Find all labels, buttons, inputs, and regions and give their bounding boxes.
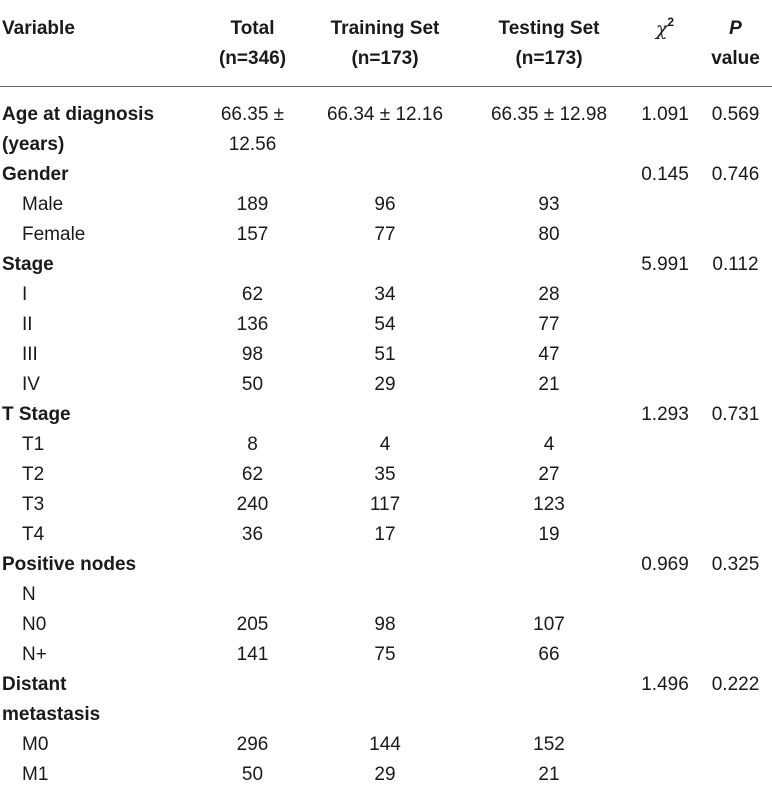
row-label: T Stage bbox=[2, 403, 71, 425]
cell-chi-square: 0.145 bbox=[641, 163, 689, 185]
table-row bbox=[0, 250, 772, 280]
cell-chi-square bbox=[631, 130, 699, 160]
cell-testing: 21 bbox=[538, 763, 560, 785]
cell-training: 54 bbox=[374, 313, 396, 335]
cell-p-value bbox=[699, 730, 772, 760]
cell-chi-square bbox=[631, 190, 699, 220]
cell-chi-square bbox=[631, 700, 699, 730]
table-row bbox=[0, 550, 772, 580]
chi-symbol: χ bbox=[655, 18, 668, 40]
cell-total: 141 bbox=[236, 643, 269, 665]
row-label: M1 bbox=[22, 763, 49, 785]
header-testing-line1: Testing Set bbox=[498, 18, 600, 39]
table-row bbox=[0, 310, 772, 340]
table-row bbox=[0, 520, 772, 550]
cell-total: 12.56 bbox=[228, 133, 277, 155]
row-label: N bbox=[22, 583, 36, 605]
cell-training bbox=[303, 580, 467, 610]
cell-training: 75 bbox=[374, 643, 396, 665]
cell-training: 35 bbox=[374, 463, 396, 485]
cell-training bbox=[303, 160, 467, 190]
row-label: I bbox=[22, 283, 28, 305]
cell-chi-square bbox=[631, 280, 699, 310]
cell-p-value bbox=[699, 340, 772, 370]
header-total bbox=[202, 0, 303, 86]
table-row bbox=[0, 640, 772, 670]
row-label: N+ bbox=[22, 643, 47, 665]
cell-p-value bbox=[699, 490, 772, 520]
cell-training: 17 bbox=[374, 523, 396, 545]
cell-testing bbox=[467, 400, 631, 430]
table-row bbox=[0, 220, 772, 250]
cell-testing: 93 bbox=[538, 193, 560, 215]
cell-testing bbox=[467, 130, 631, 160]
table-row bbox=[0, 160, 772, 190]
cell-total bbox=[202, 250, 303, 280]
cell-testing: 47 bbox=[538, 343, 560, 365]
cell-testing: 66 bbox=[538, 643, 560, 665]
header-variable-text: Variable bbox=[2, 18, 75, 39]
table-row bbox=[0, 490, 772, 520]
row-label: II bbox=[22, 313, 33, 335]
cell-testing bbox=[467, 550, 631, 580]
cell-training bbox=[303, 550, 467, 580]
cell-p-value bbox=[699, 700, 772, 730]
row-label: Female bbox=[22, 223, 86, 245]
cell-p-value: 0.746 bbox=[711, 163, 760, 185]
cell-testing: 66.35 ± 12.98 bbox=[490, 103, 608, 125]
cell-testing: 80 bbox=[538, 223, 560, 245]
cell-p-value bbox=[699, 220, 772, 250]
cell-training: 29 bbox=[374, 373, 396, 395]
cell-chi-square: 0.969 bbox=[641, 553, 689, 575]
cell-chi-square bbox=[631, 520, 699, 550]
table-row bbox=[0, 280, 772, 310]
cell-total: 205 bbox=[236, 613, 269, 635]
cell-total bbox=[202, 700, 303, 730]
row-label: T1 bbox=[22, 433, 45, 455]
cell-testing: 152 bbox=[533, 733, 565, 755]
cell-chi-square bbox=[631, 340, 699, 370]
row-label: T2 bbox=[22, 463, 45, 485]
cell-p-value: 0.325 bbox=[711, 553, 760, 575]
cell-p-value bbox=[699, 280, 772, 310]
cell-chi-square: 1.496 bbox=[641, 673, 689, 695]
table-row bbox=[0, 700, 772, 730]
cell-chi-square: 1.091 bbox=[641, 103, 689, 125]
cell-p-value: 0.112 bbox=[712, 253, 759, 275]
header-training-line1: Training Set bbox=[330, 18, 440, 39]
cell-chi-square bbox=[631, 310, 699, 340]
cell-testing bbox=[467, 700, 631, 730]
cell-p-value: 0.222 bbox=[711, 673, 760, 695]
cell-total: 50 bbox=[241, 373, 264, 395]
header-total-line2: (n=346) bbox=[218, 48, 287, 69]
table-row bbox=[0, 340, 772, 370]
cell-total bbox=[202, 580, 303, 610]
header-p-rest: value bbox=[711, 48, 760, 69]
cell-training: 34 bbox=[374, 283, 396, 305]
cell-chi-square bbox=[631, 580, 699, 610]
table-header bbox=[0, 0, 772, 86]
cell-p-value bbox=[699, 610, 772, 640]
cell-total bbox=[202, 670, 303, 700]
cell-total: 50 bbox=[241, 763, 264, 785]
table-row bbox=[0, 730, 772, 760]
cell-total: 66.35 ± bbox=[220, 103, 285, 125]
cell-total: 136 bbox=[236, 313, 269, 335]
table-row bbox=[0, 370, 772, 400]
cell-training: 96 bbox=[374, 193, 396, 215]
table-row bbox=[0, 610, 772, 640]
row-label: Distant bbox=[2, 673, 67, 695]
table-row bbox=[0, 86, 772, 130]
cell-training: 98 bbox=[374, 613, 396, 635]
cell-p-value bbox=[699, 130, 772, 160]
cell-total: 62 bbox=[241, 283, 264, 305]
table-row bbox=[0, 670, 772, 700]
cell-training: 51 bbox=[374, 343, 396, 365]
row-label: metastasis bbox=[2, 703, 101, 725]
cell-training: 77 bbox=[374, 223, 396, 245]
cell-p-value bbox=[699, 580, 772, 610]
cell-total bbox=[202, 400, 303, 430]
row-label: III bbox=[22, 343, 38, 365]
cell-training: 144 bbox=[369, 733, 401, 755]
cell-chi-square bbox=[631, 640, 699, 670]
cell-training bbox=[303, 250, 467, 280]
cell-p-value bbox=[699, 760, 772, 790]
row-label: Age at diagnosis bbox=[2, 103, 155, 125]
cell-total: 240 bbox=[236, 493, 269, 515]
cell-total: 36 bbox=[241, 523, 264, 545]
table-row bbox=[0, 190, 772, 220]
cell-p-value bbox=[699, 370, 772, 400]
cell-total: 8 bbox=[247, 433, 258, 455]
cell-training: 117 bbox=[369, 493, 401, 515]
cell-chi-square bbox=[631, 220, 699, 250]
cell-total: 98 bbox=[241, 343, 264, 365]
cell-testing bbox=[467, 160, 631, 190]
row-label: T3 bbox=[22, 493, 45, 515]
row-label: Positive nodes bbox=[2, 553, 137, 575]
table-body bbox=[0, 86, 772, 790]
cell-chi-square bbox=[631, 460, 699, 490]
header-p-value bbox=[699, 0, 772, 86]
cell-total: 296 bbox=[236, 733, 269, 755]
row-label: M0 bbox=[22, 733, 49, 755]
header-chi-square bbox=[631, 0, 699, 86]
cell-p-value bbox=[699, 520, 772, 550]
cell-testing: 4 bbox=[543, 433, 555, 455]
cell-total: 157 bbox=[236, 223, 269, 245]
cell-training: 29 bbox=[374, 763, 396, 785]
table-row bbox=[0, 430, 772, 460]
cell-testing: 21 bbox=[538, 373, 560, 395]
cell-chi-square bbox=[631, 730, 699, 760]
cell-testing: 123 bbox=[533, 493, 565, 515]
cell-chi-square bbox=[631, 430, 699, 460]
header-training-line2: (n=173) bbox=[351, 48, 419, 69]
chi-superscript: 2 bbox=[667, 14, 675, 29]
cell-total: 62 bbox=[241, 463, 264, 485]
cell-p-value bbox=[699, 310, 772, 340]
cell-training: 4 bbox=[379, 433, 391, 455]
cell-training bbox=[303, 670, 467, 700]
table-row bbox=[0, 580, 772, 610]
cell-chi-square bbox=[631, 760, 699, 790]
cell-chi-square bbox=[631, 610, 699, 640]
cell-p-value: 0.569 bbox=[711, 103, 760, 125]
header-p-letter: P bbox=[729, 18, 742, 39]
cell-chi-square bbox=[631, 370, 699, 400]
cell-testing: 28 bbox=[538, 283, 560, 305]
row-label: Stage bbox=[2, 253, 54, 275]
row-label: Male bbox=[22, 193, 64, 215]
table-row bbox=[0, 460, 772, 490]
cell-training bbox=[303, 700, 467, 730]
table-row bbox=[0, 400, 772, 430]
cell-chi-square: 5.991 bbox=[641, 253, 689, 275]
header-variable bbox=[0, 0, 202, 86]
row-label: (years) bbox=[2, 133, 65, 155]
cell-p-value bbox=[699, 190, 772, 220]
cell-total bbox=[202, 550, 303, 580]
cell-total: 189 bbox=[236, 193, 269, 215]
cell-p-value bbox=[699, 430, 772, 460]
row-label: N0 bbox=[22, 613, 47, 635]
row-label: T4 bbox=[22, 523, 45, 545]
header-total-line1: Total bbox=[230, 18, 275, 39]
cell-p-value bbox=[699, 640, 772, 670]
cell-testing bbox=[467, 580, 631, 610]
row-label: Gender bbox=[2, 163, 69, 185]
table-row bbox=[0, 130, 772, 160]
cell-testing: 27 bbox=[538, 463, 560, 485]
cell-testing: 19 bbox=[538, 523, 560, 545]
header-training bbox=[303, 0, 467, 86]
cell-testing: 77 bbox=[538, 313, 560, 335]
cell-testing bbox=[467, 670, 631, 700]
cell-chi-square: 1.293 bbox=[641, 403, 689, 425]
cell-testing: 107 bbox=[533, 613, 565, 635]
header-testing-line2: (n=173) bbox=[515, 48, 583, 69]
cell-total bbox=[202, 160, 303, 190]
row-label: IV bbox=[22, 373, 40, 395]
cell-p-value: 0.731 bbox=[711, 403, 760, 425]
cell-training bbox=[303, 130, 467, 160]
cell-testing bbox=[467, 250, 631, 280]
cell-training bbox=[303, 400, 467, 430]
cell-p-value bbox=[699, 460, 772, 490]
cell-training: 66.34 ± 12.16 bbox=[326, 103, 444, 125]
cell-chi-square bbox=[631, 490, 699, 520]
header-row bbox=[0, 0, 772, 86]
table-row bbox=[0, 760, 772, 790]
header-testing bbox=[467, 0, 631, 86]
